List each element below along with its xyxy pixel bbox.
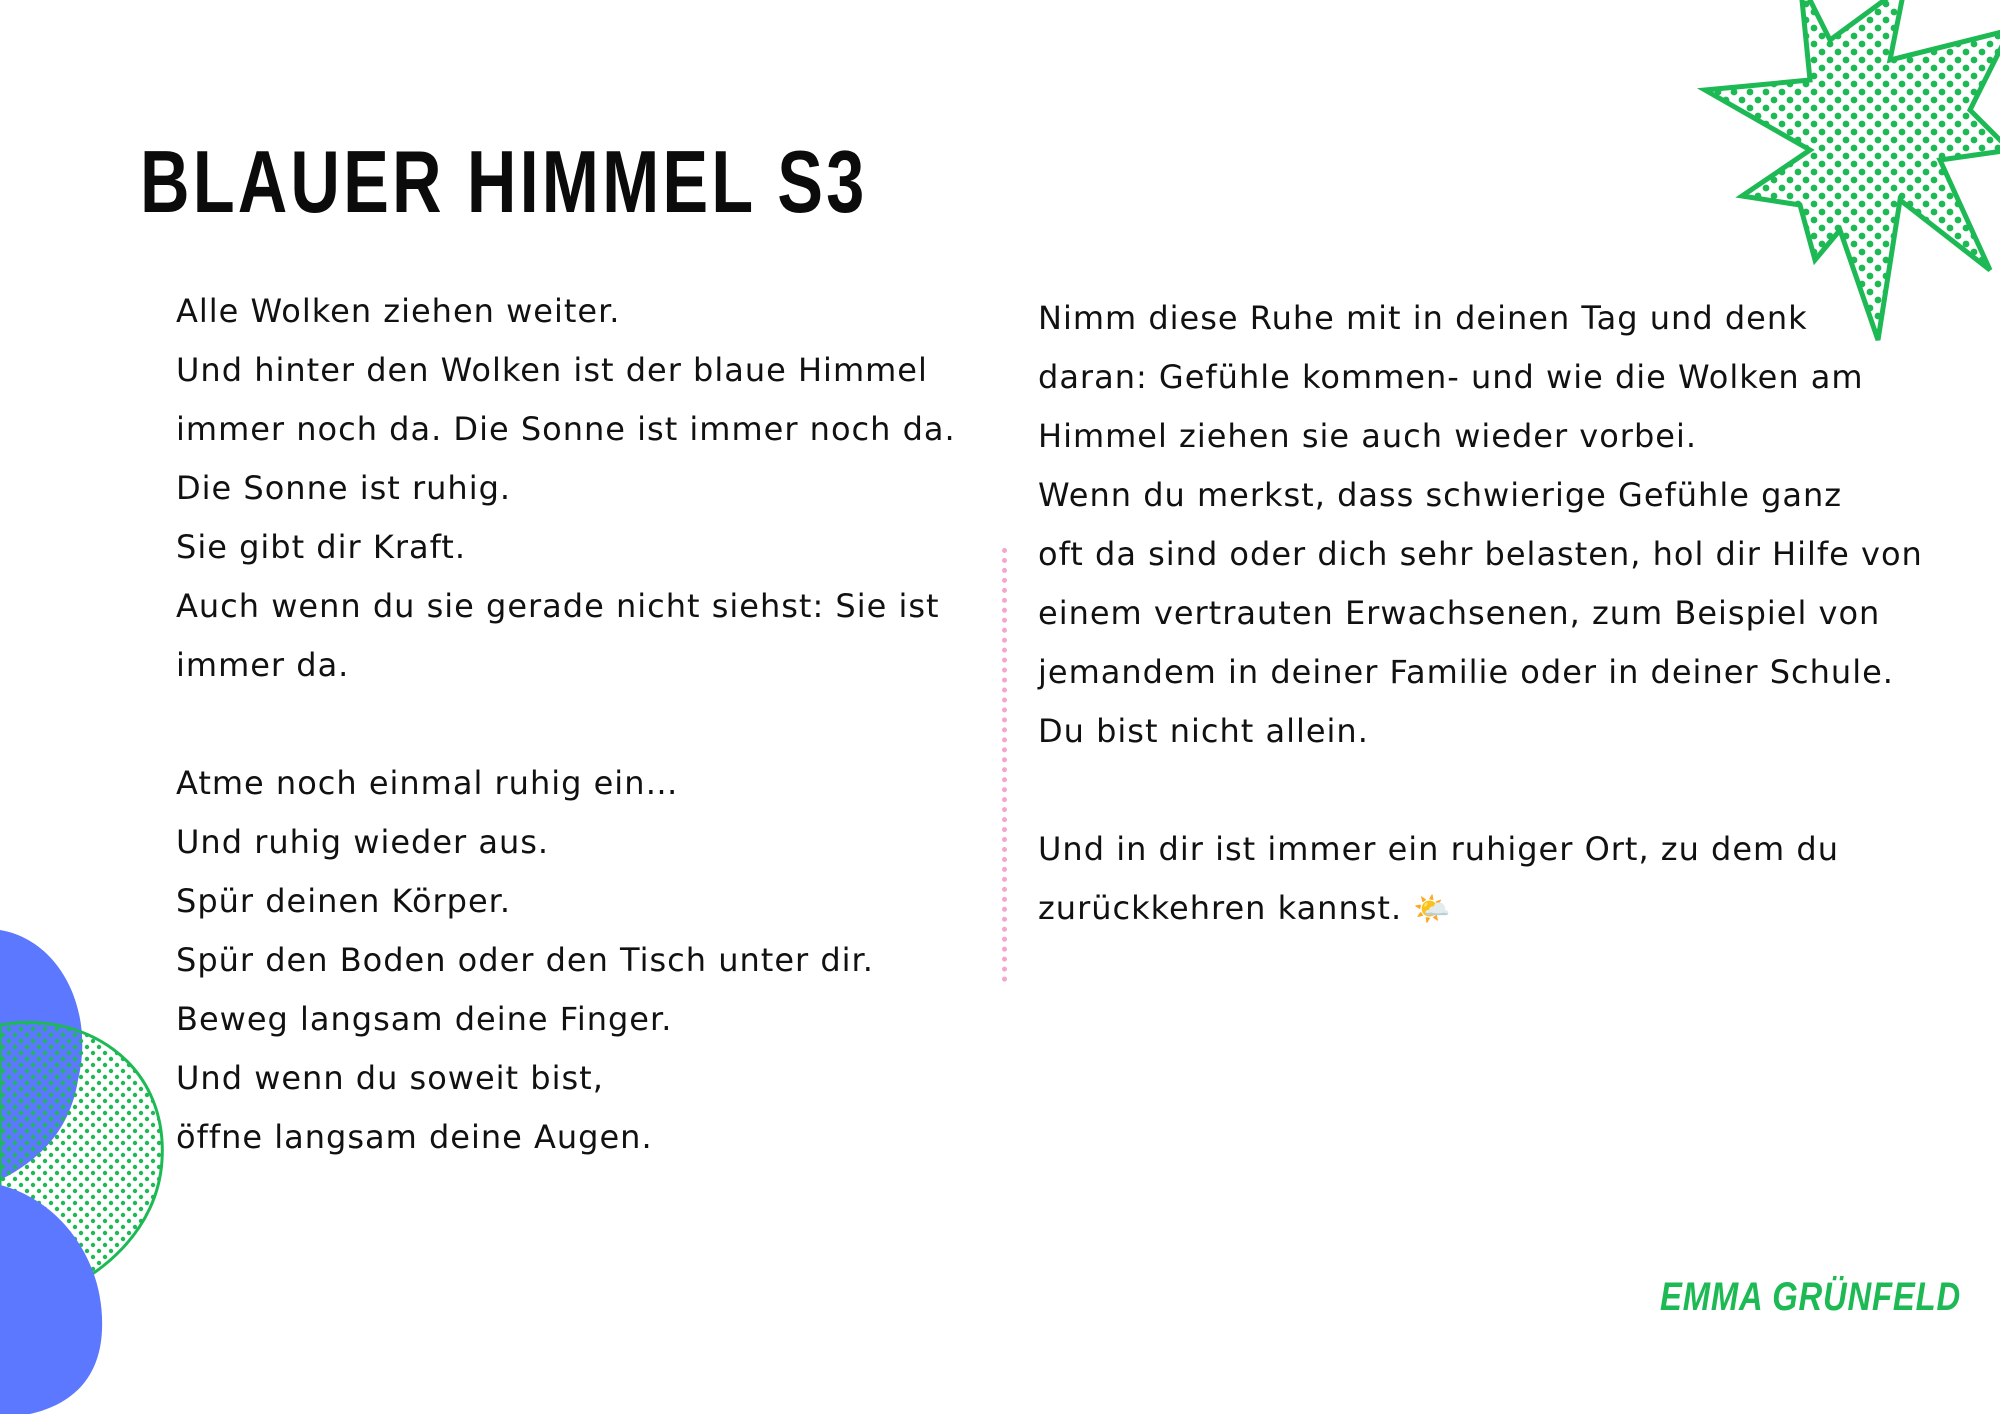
column-divider [1002, 548, 1007, 982]
text-line: Himmel ziehen sie auch wieder vorbei. [1038, 417, 1698, 455]
text-line: Auch wenn du sie gerade nicht siehst: Sie ist [176, 587, 940, 625]
right-text-column [1038, 289, 1938, 939]
text-line: Und in dir ist immer ein ruhiger Ort, zu dem du [1038, 830, 1839, 868]
text-line: Die Sonne ist ruhig. [176, 469, 512, 507]
page-title: BLAUER HIMMEL S3 [140, 132, 868, 231]
text-line: Atme noch einmal ruhig ein… [176, 764, 679, 802]
text-line: Und wenn du soweit bist, [176, 1059, 604, 1097]
text-line: Und hinter den Wolken ist der blaue Himmel [176, 351, 928, 389]
text-line: zurückkehren kannst. [1038, 889, 1403, 927]
text-line: daran: Gefühle kommen- und wie die Wolken am [1038, 358, 1864, 396]
text-line: öffne langsam deine Augen. [176, 1118, 653, 1156]
text-line: Du bist nicht allein. [1038, 712, 1369, 750]
blob-shapes-icon [0, 900, 200, 1414]
text-line: oft da sind oder dich sehr belasten, hol dir Hilfe von [1038, 535, 1923, 573]
text-line: Spür deinen Körper. [176, 882, 512, 920]
author-signature: EMMA GRÜNFELD [1660, 1275, 1961, 1319]
text-line: Alle Wolken ziehen weiter. [176, 292, 621, 330]
text-line: Nimm diese Ruhe mit in deinen Tag und denk [1038, 299, 1808, 337]
text-line: Sie gibt dir Kraft. [176, 528, 466, 566]
text-line: einem vertrauten Erwachsenen, zum Beispiel von [1038, 594, 1881, 632]
text-line: Wenn du merkst, dass schwierige Gefühle ganz [1038, 476, 1843, 514]
text-line: immer noch da. Die Sonne ist immer noch da. [176, 410, 956, 448]
text-line: immer da. [176, 646, 350, 684]
text-line: Und ruhig wieder aus. [176, 823, 550, 861]
left-text-column [176, 282, 996, 1167]
text-line-with-emoji [1038, 879, 1938, 939]
text-line: Spür den Boden oder den Tisch unter dir. [176, 941, 874, 979]
text-line: jemandem in deiner Familie oder in deiner Schule. [1038, 653, 1894, 691]
paragraph-gap [176, 695, 996, 754]
text-line: Beweg langsam deine Finger. [176, 1000, 673, 1038]
paragraph-gap [1038, 761, 1938, 820]
sun-behind-cloud-icon: 🌤️ [1413, 892, 1452, 927]
